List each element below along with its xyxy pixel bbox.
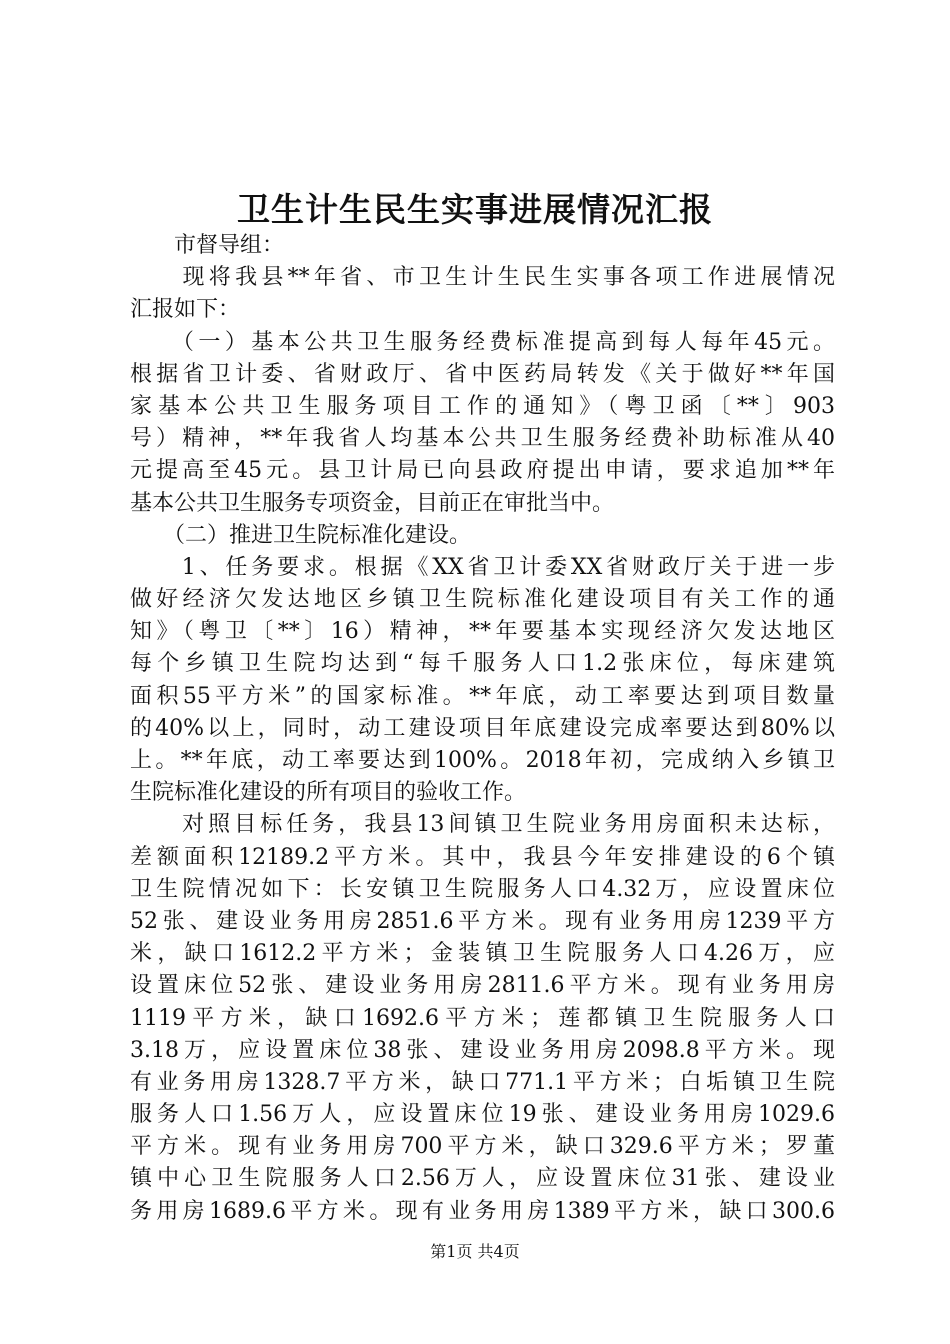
text-line: 设置床位52张、建设业务用房2811.6平方米。现有业务用房	[130, 973, 835, 999]
text-line: （一）基本公共卫生服务经费标准提高到每人每年45元。	[130, 329, 835, 355]
text-line: 面积55平方米”的国家标准。**年底，动工率要达到项目数量	[130, 683, 835, 709]
text-line: 每个乡镇卫生院均达到“每千服务人口1.2张床位，每床建筑	[130, 651, 835, 677]
text-line: 服务人口1.56万人，应设置床位19张、建设业务用房1029.6	[130, 1102, 835, 1128]
document-title: 卫生计生民生实事进展情况汇报	[237, 190, 713, 229]
text-line: 3.18万，应设置床位38张、建设业务用房2098.8平方米。现	[130, 1037, 835, 1063]
text-line: 家基本公共卫生服务项目工作的通知》（粤卫函〔**〕903	[130, 393, 835, 419]
text-line: （二）推进卫生院标准化建设。	[130, 522, 472, 548]
text-line: 卫生院情况如下：长安镇卫生院服务人口4.32万，应设置床位	[130, 876, 835, 902]
text-line: 市督导组：	[130, 233, 285, 258]
document-body	[130, 230, 835, 1228]
text-line: 1、任务要求。根据《XX省卫计委XX省财政厅关于进一步	[130, 554, 835, 580]
text-line: 镇中心卫生院服务人口2.56万人，应设置床位31张、建设业	[130, 1166, 835, 1192]
text-line: 差额面积12189.2平方米。其中，我县今年安排建设的6个镇	[130, 844, 835, 870]
text-line: 平方米。现有业务用房700平方米，缺口329.6平方米；罗董	[130, 1134, 835, 1160]
text-line: 上。**年底，动工率要达到100%。2018年初，完成纳入乡镇卫	[130, 748, 835, 773]
text-line: 对照目标任务，我县13间镇卫生院业务用房面积未达标，	[130, 812, 835, 838]
text-line: 元提高至45元。县卫计局已向县政府提出申请，要求追加**年	[130, 458, 835, 484]
text-line: 知》（粤卫〔**〕16）精神，**年要基本实现经济欠发达地区	[130, 619, 835, 645]
text-line: 生院标准化建设的所有项目的验收工作。	[130, 780, 527, 806]
text-line: 务用房1689.6平方米。现有业务用房1389平方米，缺口300.6	[130, 1198, 835, 1224]
text-line: 的40%以上，同时，动工建设项目年底建设完成率要达到80%以	[130, 715, 835, 741]
text-line: 1119平方米，缺口1692.6平方米；莲都镇卫生院服务人口	[130, 1005, 835, 1031]
text-line: 米，缺口1612.2平方米；金装镇卫生院服务人口4.26万，应	[130, 941, 835, 967]
text-line: 根据省卫计委、省财政厅、省中医药局转发《关于做好**年国	[130, 361, 835, 387]
text-line: 现将我县**年省、市卫生计生民生实事各项工作进展情况	[130, 265, 835, 291]
text-line: 有业务用房1328.7平方米，缺口771.1平方米；白垢镇卫生院	[130, 1069, 835, 1095]
text-line: 汇报如下：	[130, 297, 241, 323]
text-line: 号）精神，**年我省人均基本公共卫生服务经费补助标准从40	[130, 426, 835, 452]
text-line: 做好经济欠发达地区乡镇卫生院标准化建设项目有关工作的通	[130, 587, 835, 613]
text-line: 基本公共卫生服务专项资金，目前正在审批当中。	[130, 490, 615, 516]
text-line: 52张、建设业务用房2851.6平方米。现有业务用房1239平方	[130, 908, 835, 934]
page-footer: 第1页 共4页	[430, 1242, 520, 1261]
